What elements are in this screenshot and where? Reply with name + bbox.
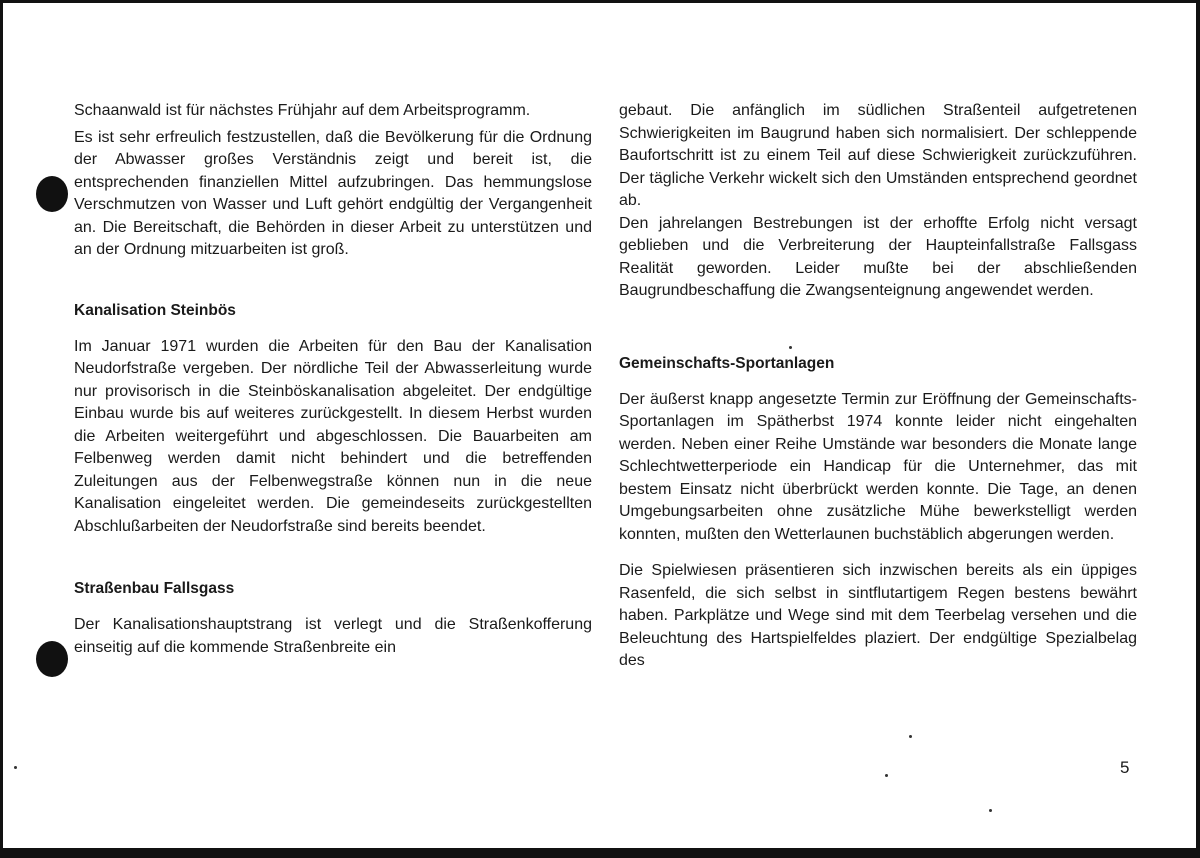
section-heading-kanalisation: Kanalisation Steinbös — [74, 301, 236, 319]
page-number: 5 — [1120, 758, 1130, 777]
left-column — [74, 100, 592, 659]
scan-speck — [989, 809, 992, 812]
section-paragraph-kanalisation: Im Januar 1971 wurden die Arbeiten für den Bau der Kanalisation Neudorfstraße vergeben. Der nördliche Teil der Abwasserleitung wurde nur provisorisch in die Steinböskanalisation abgeleitet. Der endgültige Einbau wurde bis auf weiteres zurückgestellt. In diesem Herbst wurden die Arbeiten weitergeführt und abgeschlossen. Die Bauarbeiten am Felbenweg werden damit nicht behindert und die betreffenden Zuleitungen aus der Felbenwegstraße können nun in die neue Kanalisation eingeleitet werden. Die gemeindeseits zurückgestellten Abschlußarbeiten der Neudorfstraße sind bereits beendet. — [74, 337, 592, 535]
margin-bullet-mark — [36, 641, 68, 677]
continued-paragraph-2: Den jahrelangen Bestrebungen ist der erhoffte Erfolg nicht versagt geblieben und die Verbreiterung der Haupteinfallstraße Fallsgass Realität geworden. Leider mußte bei der abschließenden Baugrundbeschaffung die Zwangsenteignung angewendet werden. — [619, 214, 1137, 299]
right-column — [619, 100, 1137, 673]
continued-paragraph: gebaut. Die anfänglich im südlichen Straßenteil aufgetretenen Schwierigkeiten im Baugrund haben sich normalisiert. Der schleppende Baufortschritt ist zu einem Teil auf diese Schwierigkeit zurückzuführen. Der tägliche Verkehr wickelt sich den Umständen entsprechend geordnet ab. — [619, 102, 1137, 209]
margin-bullet-mark — [36, 176, 68, 212]
section-paragraph-strassenbau: Der Kanalisationshauptstrang ist verlegt und die Straßenkofferung einseitig auf die kommende Straßenbreite ein — [74, 616, 592, 656]
section-heading-sportanlagen: Gemeinschafts-Sportanlagen — [619, 354, 835, 372]
scan-speck — [909, 735, 912, 738]
scan-border-right — [1196, 0, 1200, 858]
section-paragraph-sportanlagen-1: Der äußerst knapp angesetzte Termin zur Eröffnung der Gemeinschafts-Sportanlagen im Spätherbst 1974 konnte leider nicht eingehalten werden. Neben einer Reihe Umstände war besonders die Monate lange Schlechtwetterperiode ein Handicap für die Unternehmer, das mit bestem Einsatz nicht überbrückt werden konnte. Die Tage, an denen Umgebungsarbeiten ohne zusätzliche Mühe bewerkstelligt werden konnten, mußten den Wetterlaunen buchstäblich abgerungen werden. — [619, 390, 1137, 543]
scan-border-bottom — [0, 848, 1200, 858]
section-paragraph-sportanlagen-2: Die Spielwiesen präsentieren sich inzwischen bereits als ein üppiges Rasenfeld, die sich selbst in sintflutartigem Regen bestens bewährt haben. Parkplätze und Wege sind mit dem Teerbelag versehen und die Beleuchtung des Hartspielfeldes plaziert. Der endgültige Spezialbelag des — [619, 562, 1137, 669]
scan-speck — [14, 766, 17, 769]
section-heading-strassenbau: Straßenbau Fallsgass — [74, 580, 235, 597]
intro-paragraph-2: Es ist sehr erfreulich festzustellen, daß die Bevölkerung für die Ordnung der Abwasser großes Verständnis zeigt und bereit ist, die entsprechenden finanziellen Mittel aufzubringen. Das hemmungslose Verschmutzen von Wasser und Luft gehört endgültig der Vergangenheit an. Die Bereitschaft, die Behörden in dieser Arbeit zu unterstützen und an der Ordnung mitzuarbeiten ist groß. — [74, 128, 592, 258]
scan-border-top — [0, 0, 1200, 3]
scan-speck — [885, 774, 888, 777]
intro-paragraph-1: Schaanwald ist für nächstes Frühjahr auf dem Arbeitsprogramm. — [74, 102, 531, 119]
scan-border-left — [0, 0, 3, 858]
